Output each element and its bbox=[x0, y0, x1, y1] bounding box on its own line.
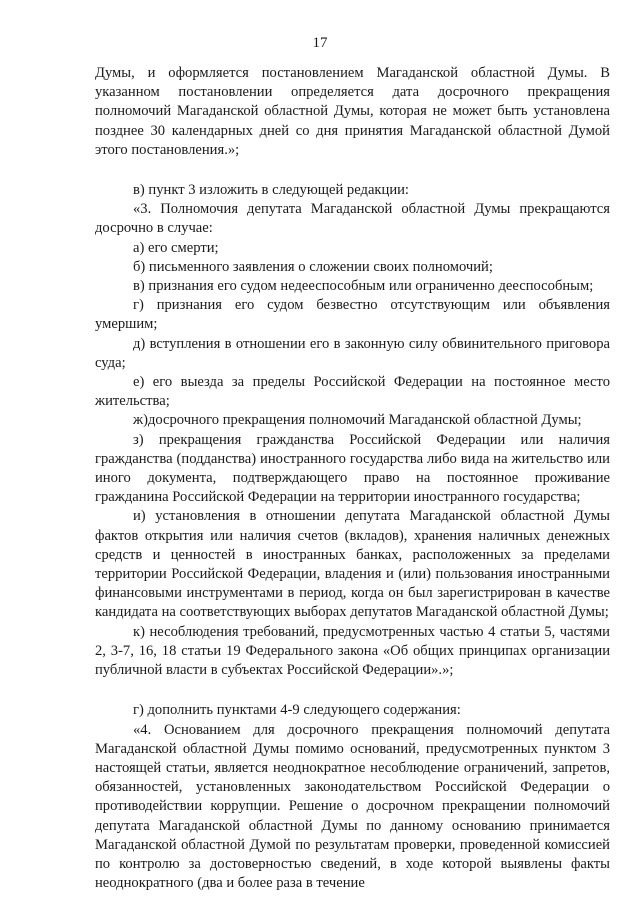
paragraph: и) установления в отношении депутата Магаданской областной Думы фактов открытия или наличия счетов (вкладов), хранения наличных денежных средств и ценностей в иностранных банках, расположенных за пределами территории Российской Федерации, владения и (или) пользования иностранными финансовыми инструментами в период, когда он был зарегистрирован в качестве кандидата на соответствующих выборах депутатов Магаданской областной Думы; bbox=[95, 508, 610, 621]
paragraph: «3. Полномочия депутата Магаданской областной Думы прекращаются досрочно в случае: bbox=[95, 201, 610, 237]
paragraph-gap bbox=[95, 680, 610, 701]
paragraph: ж)досрочного прекращения полномочий Магаданской областной Думы; bbox=[133, 412, 582, 429]
paragraph: г) признания его судом безвестно отсутствующим или объявления умершим; bbox=[95, 297, 610, 333]
document-body bbox=[95, 64, 610, 893]
paragraph: е) его выезда за пределы Российской Федерации на постоянное место жительства; bbox=[95, 374, 610, 410]
paragraph: Думы, и оформляется постановлением Магаданской областной Думы. В указанном постановлении определяется дата досрочного прекращения полномочий Магаданской областной Думы, которая не может быть установлена позднее 30 календарных дней со дня принятия Магаданской областной Думой этого постановления.»; bbox=[95, 65, 610, 158]
paragraph: к) несоблюдения требований, предусмотренных частью 4 статьи 5, частями 2, 3-7, 16, 18 статьи 19 Федерального закона «Об общих принципах организации публичной власти в субъектах Российской Федерации».»; bbox=[95, 623, 610, 679]
paragraph: «4. Основанием для досрочного прекращения полномочий депутата Магаданской областной Думы помимо оснований, предусмотренных пунктом 3 настоящей статьи, является неоднократное несоблюдение ограничений, запретов, обязанностей, установленных законодательством Российской Федерации о противодействии коррупции. Решение о досрочном прекращении полномочий депутата Магаданской областной Думы по данному основанию принимается Магаданской областной Думой по результатам проверки, проведенной комиссией по контролю за достоверностью сведений, в ходе которой выявлены факты неоднократного (два и более раза в течение bbox=[95, 721, 610, 892]
paragraph-gap bbox=[95, 160, 610, 181]
paragraph: г) дополнить пунктами 4-9 следующего содержания: bbox=[133, 702, 461, 719]
page-number: 17 bbox=[312, 35, 328, 51]
paragraph: в) пункт 3 изложить в следующей редакции: bbox=[133, 182, 409, 199]
paragraph: а) его смерти; bbox=[133, 239, 219, 256]
paragraph: д) вступления в отношении его в законную силу обвинительного приговора суда; bbox=[95, 335, 610, 371]
paragraph: б) письменного заявления о сложении своих полномочий; bbox=[133, 258, 493, 275]
paragraph: з) прекращения гражданства Российской Федерации или наличия гражданства (подданства) иностранного государства либо вида на жительство или иного документа, подтверждающего право на постоянное проживание гражданина Российской Федерации на территории иностранного государства; bbox=[95, 431, 610, 506]
paragraph: в) признания его судом недееспособным или ограниченно дееспособным; bbox=[133, 278, 594, 295]
